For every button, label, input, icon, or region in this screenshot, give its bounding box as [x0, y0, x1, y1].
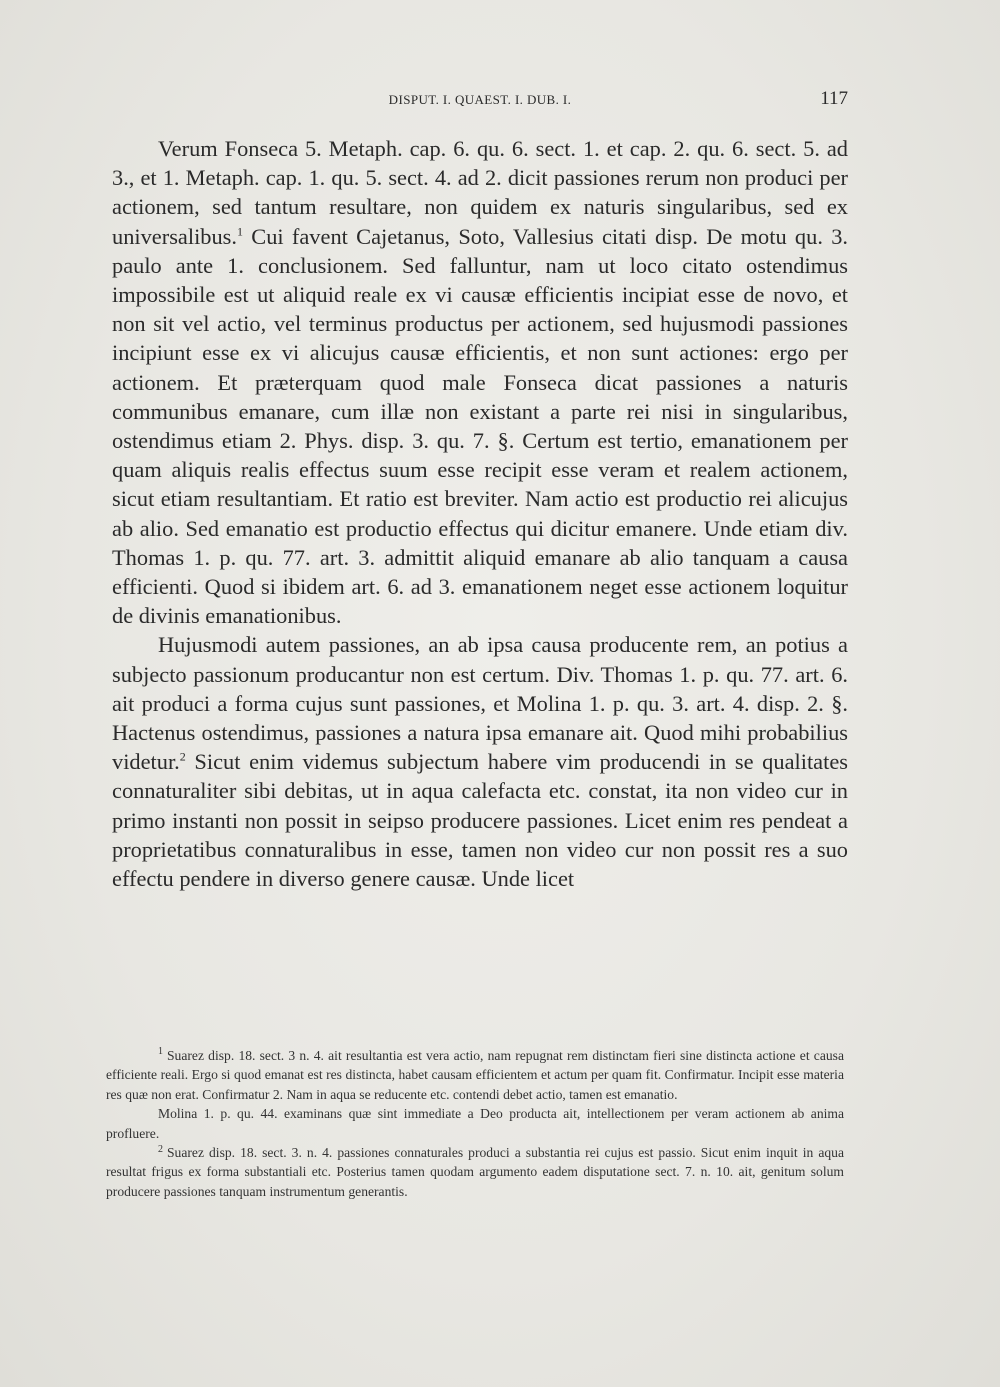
footnote-1 [106, 1046, 844, 1104]
paragraph-1-part-a: Verum Fonseca 5. Metaph. cap. 6. qu. 6. sect. 1. et cap. 2. qu. 6. sect. 5. ad 3., et 1. Metaph. cap. 1. qu. 5. sect. 4. ad 2. dicit passiones rerum non produci per actionem, sed tantum resultare, non quidem ex naturis singularibus, sed ex universalibus. [112, 136, 848, 249]
footnote-1-mark: 1 [158, 1046, 163, 1058]
paragraph-2-part-b: Sicut enim videmus subjectum habere vim producendi in se qualitates connaturaliter sibi debitas, ut in aqua calefacta etc. constat, ita non video cur in primo instanti non possit in seipso producere passiones. Licet enim res pendeat a proprietatibus connaturalibus in esse, tamen non video cur non possit res a suo effectu pendere in diverso genere causæ. Unde licet [112, 749, 848, 892]
paragraph-2-part-a: Hujusmodi autem passiones, an ab ipsa causa producente rem, an potius a subjecto passionum producantur non est certum. Div. Thomas 1. p. qu. 77. art. 6. ait produci a forma cujus sunt passiones, et Molina 1. p. qu. 3. art. 4. disp. 2. §. Hactenus ostendimus, passiones a natura ipsa emanare ait. Quod mihi probabilius videtur. [112, 632, 848, 775]
paragraph-2 [112, 630, 848, 893]
page-header [112, 88, 848, 112]
footnotes [106, 1046, 844, 1201]
footnote-1-continuation: Molina 1. p. qu. 44. examinans quæ sint immediate a Deo producta ait, intellectionem per veram actionem ab anima profluere. [106, 1106, 844, 1141]
footnote-ref-2: 2 [179, 749, 186, 764]
paragraph-1 [112, 134, 848, 630]
page-number: 117 [820, 88, 848, 109]
footnote-2 [106, 1143, 844, 1201]
footnote-2-text: Suarez disp. 18. sect. 3. n. 4. passiones connaturales produci a substantia rei cujus est passio. Sicut enim inquit in aqua resultat frigus ex forma substantiali etc. Posterius tamen quodam argumento eadem disputatione sect. 7. n. 10. ait, genitum solum producere passiones tanquam instrumentum generantis. [106, 1145, 844, 1199]
running-head: DISPUT. I. QUAEST. I. DUB. I. [388, 92, 572, 107]
footnote-2-mark: 2 [158, 1143, 163, 1155]
paragraph-1-part-b: Cui favent Cajetanus, Soto, Vallesius citati disp. De motu qu. 3. paulo ante 1. conclusionem. Sed falluntur, nam ut loco citato ostendimus impossibile est ut aliquid reale ex vi causæ efficientis incipiat esse de novo, et non sit vel actio, vel terminus productus per actionem, sed hujusmodi passiones incipiunt esse ex vi alicujus causæ efficientis, et non sunt actiones: ergo per actionem. Et præterquam quod male Fonseca dicat passiones a naturis communibus emanare, cum illæ non existant a parte rei nisi in singularibus, ostendimus etiam 2. Phys. disp. 3. qu. 7. §. Certum est tertio, emanationem per quam aliquis realis effectus suum esse recipit esse veram et realem actionem, sicut etiam resultantiam. Et ratio est breviter. Nam actio est productio rei alicujus ab alio. Sed emanatio est productio effectus qui dicitur emanere. Unde etiam div. Thomas 1. p. qu. 77. art. 3. admittit aliquid emanare ab alio tanquam a causa efficienti. Quod si ibidem art. 6. ad 3. emanationem neget esse actionem loquitur de divinis emanationibus. [112, 223, 848, 629]
body-text [112, 134, 848, 893]
footnote-1-text: Suarez disp. 18. sect. 3 n. 4. ait resultantia est vera actio, nam repugnat rem distinctam fieri sine distincta actione et causa efficiente reali. Ergo si quod emanat est res distincta, habet causam efficientem et actum per quam fit. Confirmatur. Incipit esse materia res quæ non erat. Confirmatur 2. Nam in aqua se reducente etc. contendi debet actio, tamen est emanatio. [106, 1048, 844, 1102]
footnote-ref-1: 1 [237, 224, 243, 239]
